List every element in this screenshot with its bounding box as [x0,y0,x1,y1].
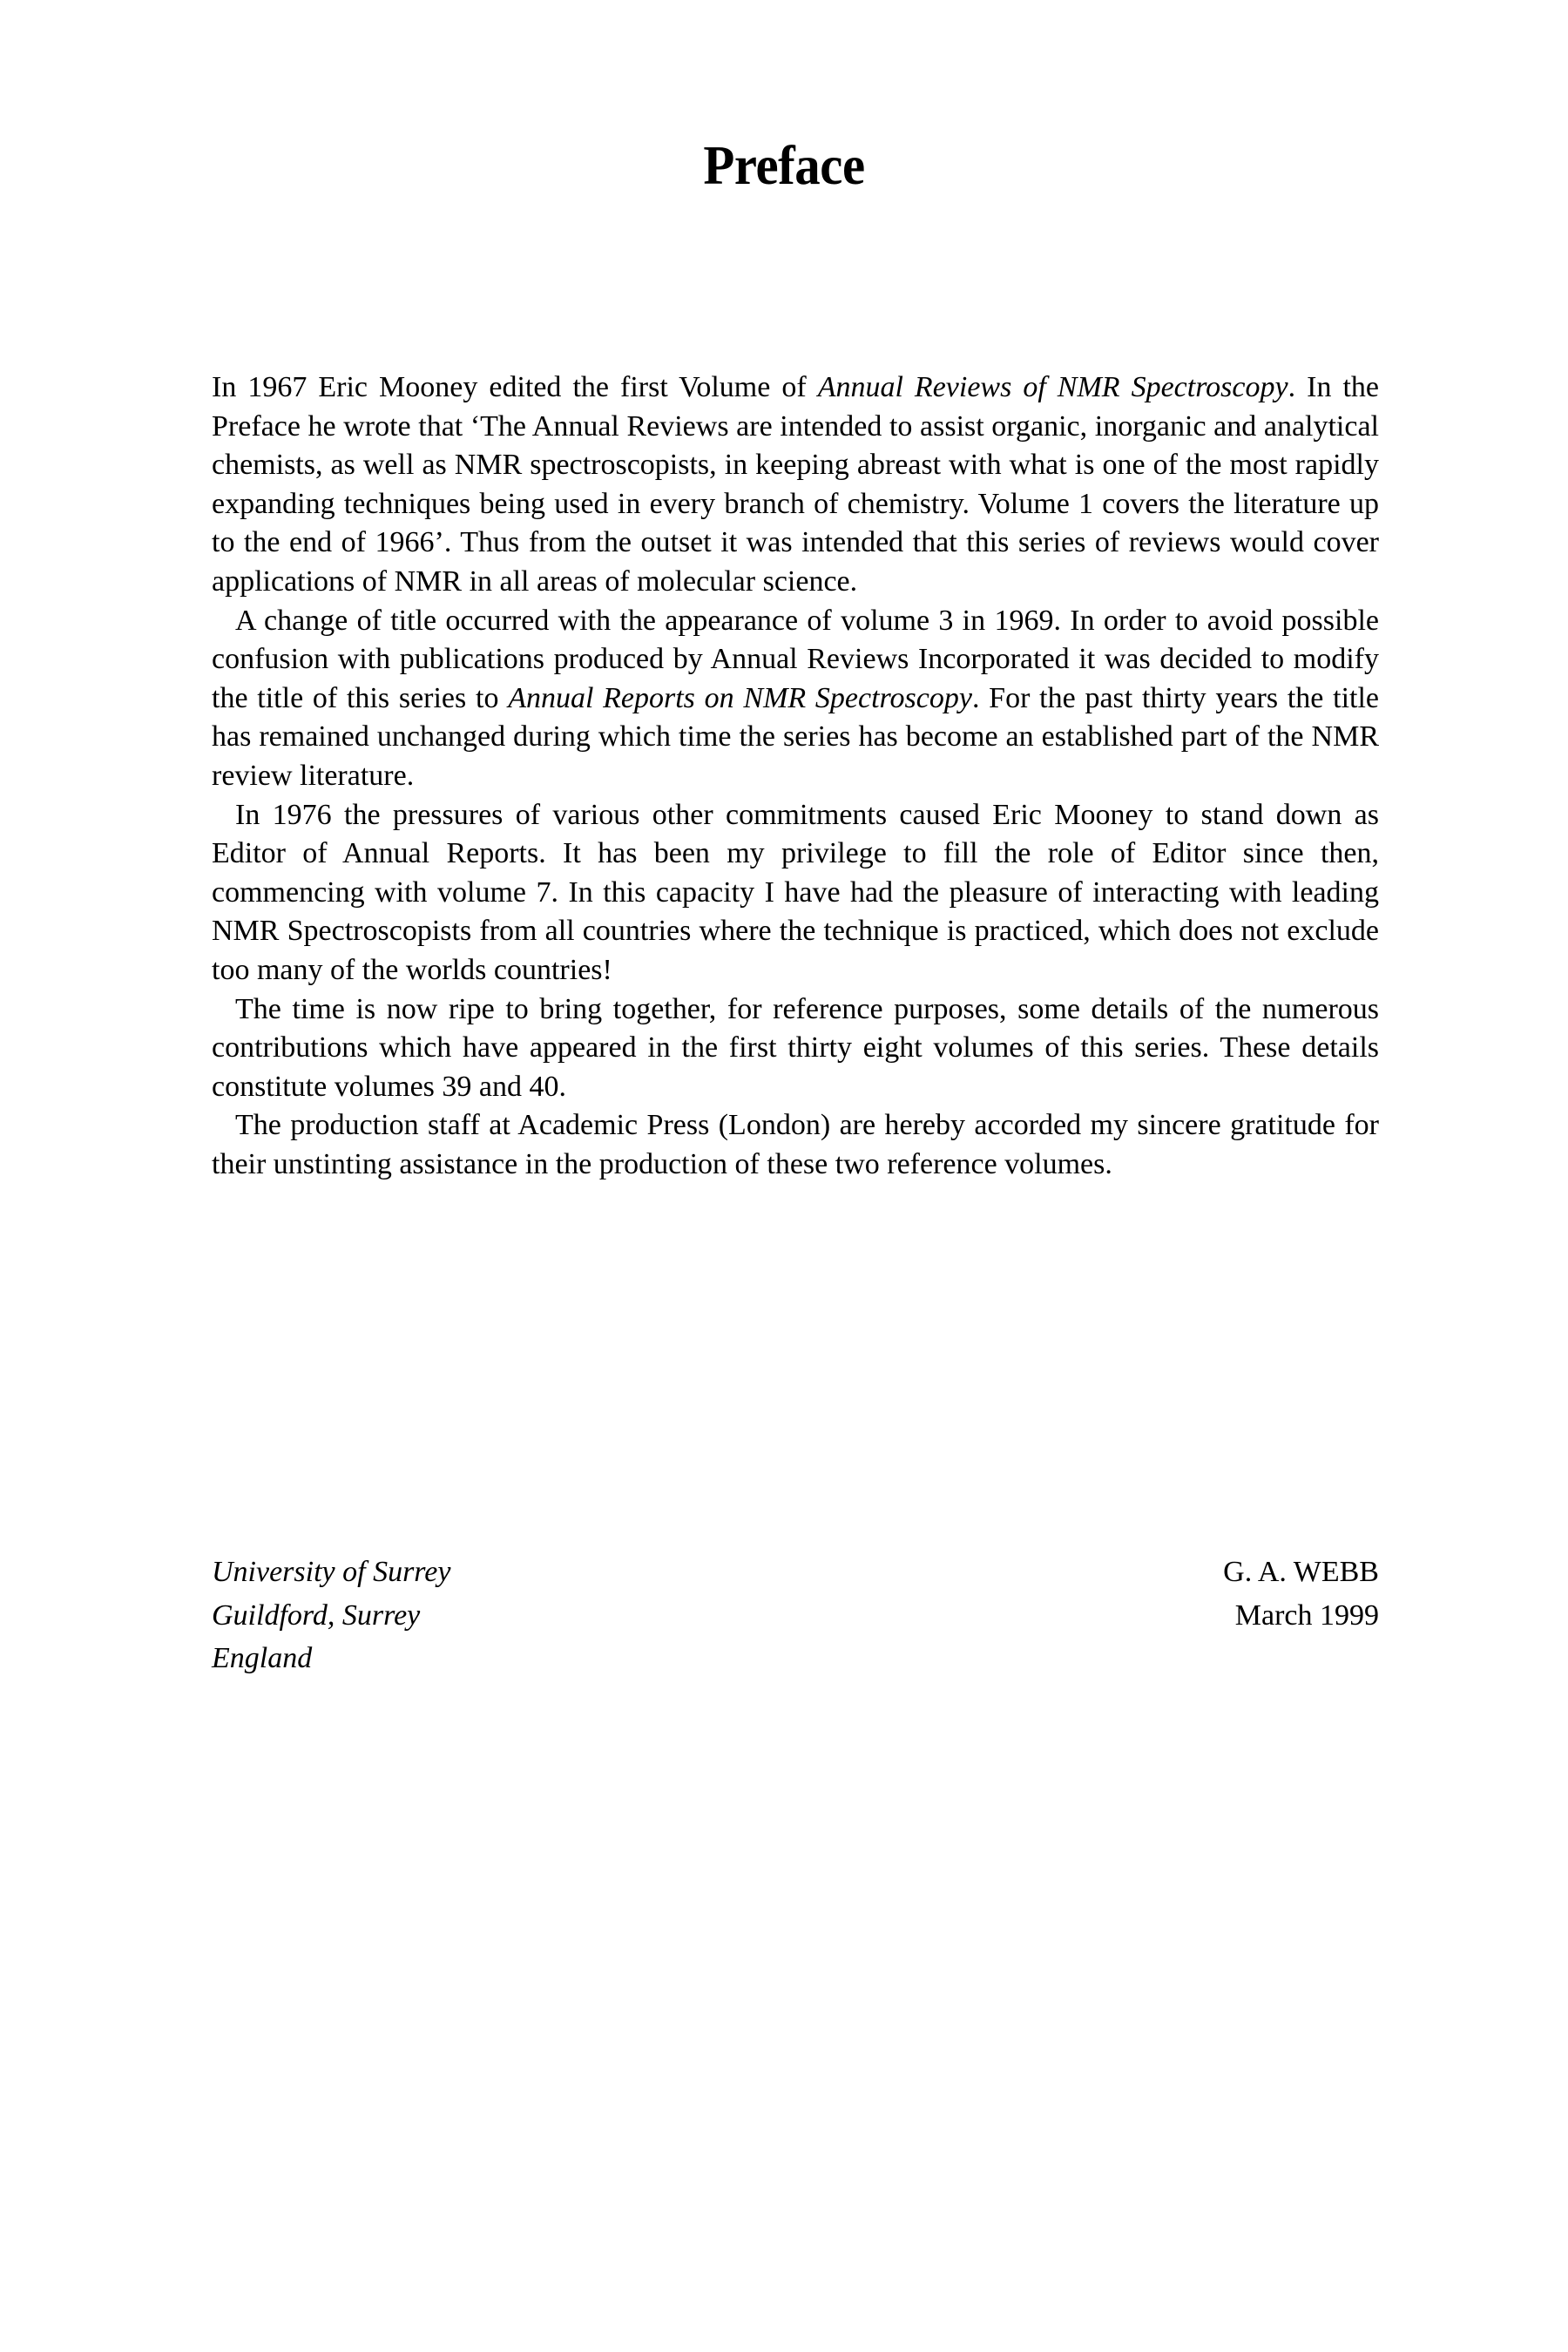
paragraph-5-text: The production staff at Academic Press (London) are hereby accorded my sincere gratitude for their unstinting assistance in the production of these two reference volumes. [212,1109,1379,1180]
paragraph-1-text-a: In 1967 Eric Mooney edited the first Volume of [212,371,818,403]
signature-date: March 1999 [1234,1598,1379,1632]
affiliation-university: University of Surrey [212,1556,451,1588]
paragraph-2-text-b: . For the past thirty years the title has remained unchanged during which time the series has become an established part of the NMR review literature. [212,681,1379,792]
page-title: Preface [703,134,865,196]
paragraph-2-text-a: A change of title occurred with the appearance of volume 3 in 1969. In order to avoid possible confusion with publications produced by Annual Reviews Incorporated it was decided to modify the title of this series to [212,604,1379,714]
paragraph-3-text: In 1976 the pressures of various other commitments caused Eric Mooney to stand down as Editor of Annual Reports. It has been my privilege to fill the role of Editor since then, commencing with volume 7. In this capacity I have had the pleasure of interacting with leading NMR Spectroscopists from all countries where the technique is practiced, which does not exclude too many of the worlds countries! [212,798,1379,986]
paragraph-4-text: The time is now ripe to bring together, for reference purposes, some details of the numerous contributions which have appeared in the first thirty eight volumes of this series. These details constitute volumes 39 and 40. [212,992,1379,1103]
preface-body [212,368,1379,1184]
affiliation [212,1551,450,1680]
author-name: G. A. WEBB [1223,1556,1379,1588]
paragraph-2 [212,602,1379,796]
paragraph-4 [212,990,1379,1107]
paragraph-2-journal-title: Annual Reports on NMR Spectroscopy [508,681,972,714]
paragraph-1 [212,368,1379,602]
author-date [1223,1551,1379,1680]
paragraph-1-journal-title: Annual Reviews of NMR Spectroscopy [817,371,1288,403]
paragraph-5 [212,1106,1379,1184]
paragraph-1-text-b: . In the Preface he wrote that ‘The Annual Reviews are intended to assist organic, inorganic and analytical chemists, as well as NMR spectroscopists, in keeping abreast with what is one of the most rapidly expanding techniques being used in every branch of chemistry. Volume 1 covers the literature up to the end of 1966’. Thus from the outset it was intended that this series of reviews would cover applications of NMR in all areas of molecular science. [212,371,1380,598]
paragraph-3 [212,796,1379,990]
affiliation-country: England [212,1642,313,1674]
affiliation-town: Guildford, Surrey [212,1598,421,1632]
signature-block [212,1551,1379,1680]
